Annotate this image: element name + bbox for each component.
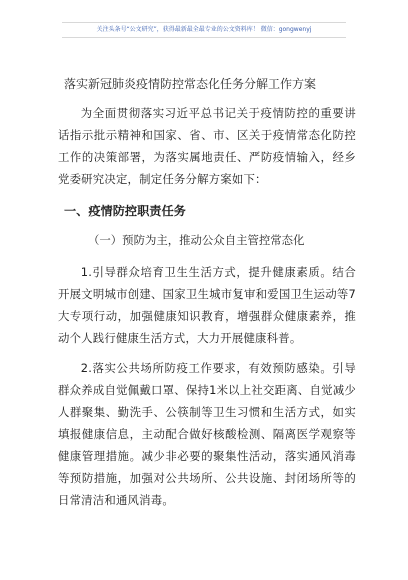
document-title: 落实新冠肺炎疫情防控常态化任务分解工作方案 — [64, 77, 317, 91]
intro-paragraph: 为全面贯彻落实习近平总书记关于疫情防控的重要讲话指示批示精神和国家、省、市、区关于疫情常态化防控工作的决策部署，为落实属地责任、严防疫情输入，经乡党委研究决定，制定任务分解方案如下： — [58, 106, 356, 186]
banner-text: 关注头条号“公文研究”，获得最新最全最专业的公文资料库！ 微信：gongwenyj — [96, 26, 312, 33]
top-banner — [62, 22, 346, 38]
item-1-paragraph: 1.引导群众培育卫生生活方式，提升健康素质。结合开展文明城市创建、国家卫生城市复审和爱国卫生运动等7大专项行动，加强健康知识教育，增强群众健康素养，推动个人践行健康生活方式，大力开展健康科普。 — [58, 265, 356, 345]
subsection-heading: （一）预防为主，推动公众自主管控常态化 — [88, 233, 305, 247]
document-body — [58, 76, 356, 511]
item-2-paragraph: 2.落实公共场所防疫工作要求，有效预防感染。引导群众养成自觉佩戴口罩、保持1米以上社交距离、自觉减少人群聚集、勤洗手、公筷制等卫生习惯和生活方式，如实填报健康信息，主动配合做好核酸检测、隔离医学观察等健康管理措施。减少非必要的聚集性活动，落实通风消毒等预防措施，加强对公共场所、公共设施、封闭场所等的日常清洁和通风消毒。 — [58, 361, 356, 507]
section-heading: 一、疫情防控职责任务 — [64, 204, 186, 218]
